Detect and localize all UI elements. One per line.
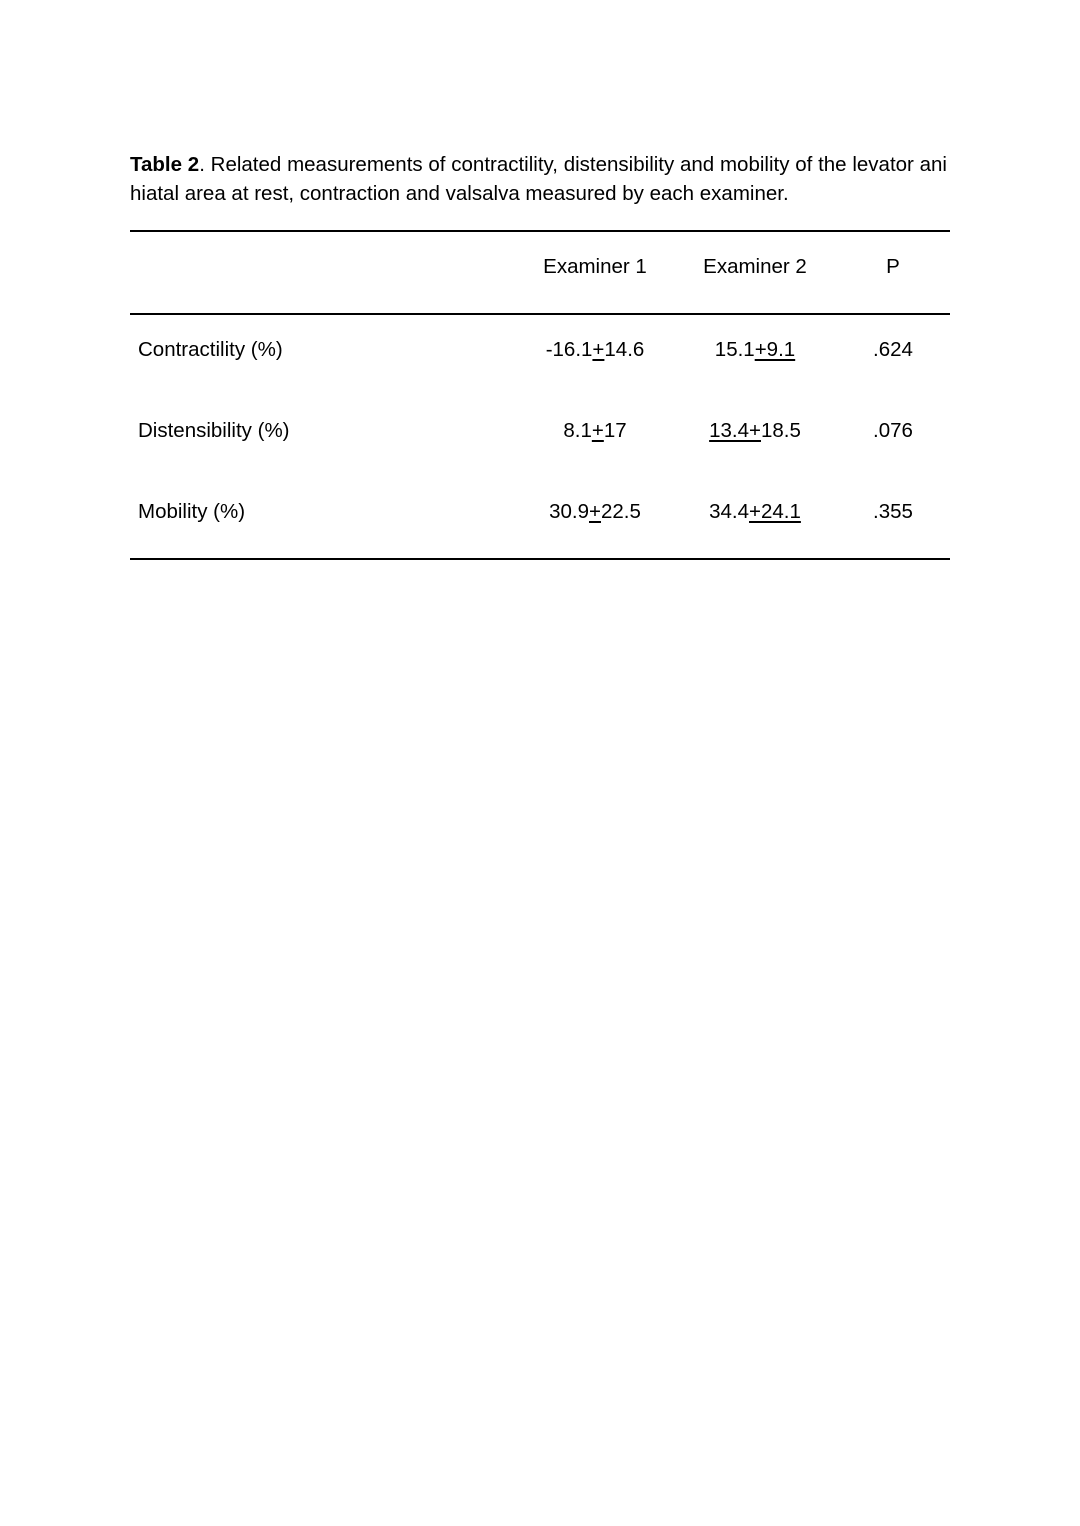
row-label-contractility: Contractility (%) xyxy=(138,338,283,361)
cell-mobility-examiner-1: 30.9+22.5 xyxy=(549,500,641,523)
header-examiner-1: Examiner 1 xyxy=(543,255,647,278)
table-top-rule xyxy=(130,230,950,232)
cell-contractility-p: .624 xyxy=(873,338,913,361)
header-p: P xyxy=(886,255,900,278)
cell-distensibility-examiner-2: 13.4+18.5 xyxy=(709,419,801,442)
row-label-mobility: Mobility (%) xyxy=(138,500,246,523)
table-caption xyxy=(130,150,947,208)
cell-contractility-examiner-1: -16.1+14.6 xyxy=(545,338,645,361)
cell-mobility-examiner-2: 34.4+24.1 xyxy=(709,500,801,523)
table-caption-text: . Related measurements of contractility, distensibility and mobility of the levator ani hiatal area at rest, contraction and valsalva measured by each examiner. xyxy=(130,153,947,205)
cell-distensibility-p: .076 xyxy=(873,419,913,442)
row-label-distensibility: Distensibility (%) xyxy=(138,419,290,442)
cell-contractility-examiner-2: 15.1+9.1 xyxy=(714,338,796,361)
cell-distensibility-examiner-1: 8.1+17 xyxy=(563,419,627,442)
cell-mobility-p: .355 xyxy=(873,500,913,523)
table-header-rule xyxy=(130,313,950,315)
table-bottom-rule xyxy=(130,558,950,560)
table-caption-label: Table 2 xyxy=(130,153,200,176)
header-examiner-2: Examiner 2 xyxy=(703,255,807,278)
